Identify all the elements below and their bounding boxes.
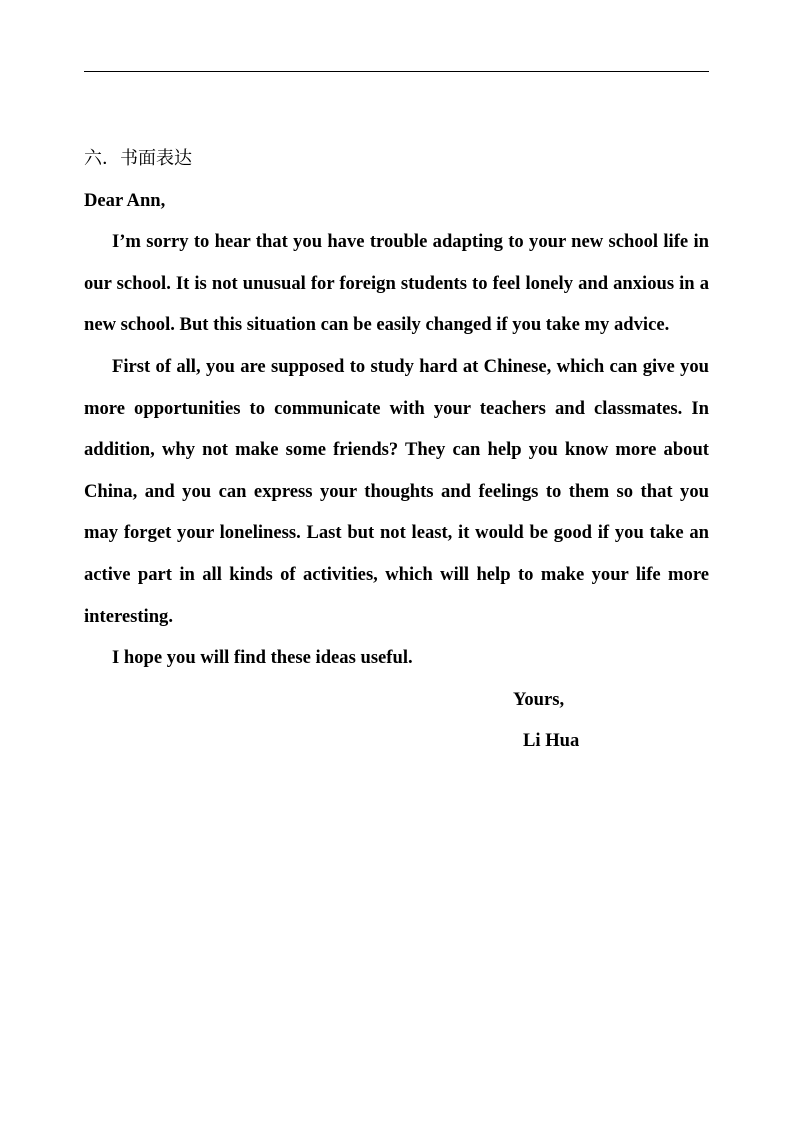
salutation: Dear Ann, <box>84 189 166 211</box>
paragraph-2-line-1: First of all, you are supposed to study hard at Chinese, which can give you <box>112 355 709 377</box>
closing: Yours, <box>513 688 565 710</box>
paragraph-2-line-4: China, and you can express your thoughts and feelings to them so that you <box>84 480 709 502</box>
paragraph-1-line-1: I’m sorry to hear that you have trouble adapting to your new school life in <box>112 231 709 253</box>
section-title: 六．书面表达 <box>84 148 192 169</box>
paragraph-2-line-5: may forget your loneliness. Last but not least, it would be good if you take an <box>84 522 709 544</box>
paragraph-2-line-6: active part in all kinds of activities, which will help to make your life more <box>84 563 709 585</box>
paragraph-1-line-2: our school. It is not unusual for foreign students to feel lonely and anxious in a <box>84 272 709 294</box>
paragraph-2-line-3: addition, why not make some friends? They can help you know more about <box>84 439 709 461</box>
paragraph-2-line-2: more opportunities to communicate with your teachers and classmates. In <box>84 397 709 419</box>
header-rule <box>84 71 709 72</box>
letter-content <box>84 138 709 762</box>
paragraph-3-line-1: I hope you will find these ideas useful. <box>112 647 413 669</box>
paragraph-2-line-7: interesting. <box>84 605 174 627</box>
signature: Li Hua <box>523 730 580 752</box>
paragraph-1-line-3: new school. But this situation can be easily changed if you take my advice. <box>84 314 670 336</box>
